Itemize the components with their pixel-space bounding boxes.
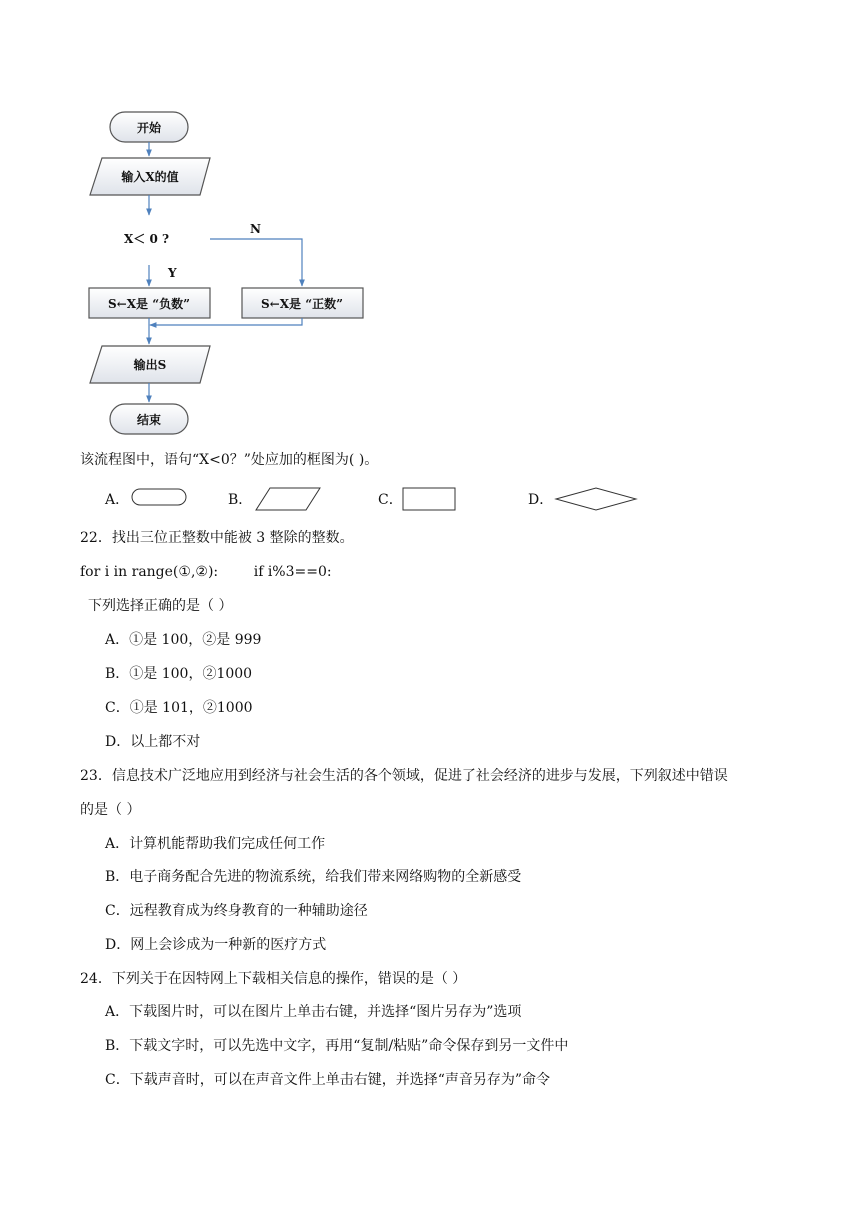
q21-options [105, 483, 665, 513]
no-merge-line [150, 318, 302, 325]
condition-text: X＜ 0 ? [124, 232, 170, 246]
parallelogram-icon [254, 486, 322, 512]
output-text: 输出S [133, 358, 167, 372]
q23-option-d[interactable]: D．网上会诊成为一种新的医疗方式 [105, 937, 327, 953]
q22-option-a[interactable]: A．①是 100，②是 999 [105, 632, 262, 648]
diamond-icon [554, 486, 638, 512]
rounded-rectangle-icon [131, 486, 187, 508]
q21-option-c-label: C． [378, 492, 403, 508]
q23-option-c[interactable]: C．远程教育成为终身教育的一种辅助途径 [105, 903, 368, 919]
q22-option-d[interactable]: D．以上都不对 [105, 734, 201, 750]
q21-stem: 该流程图中，语句“X<0？”处应加的框图为( )。 [80, 452, 379, 468]
q22-stem: 22．找出三位正整数中能被 3 整除的整数。 [80, 530, 354, 546]
q24-stem: 24．下列关于在因特网上下载相关信息的操作，错误的是（ ） [80, 971, 467, 987]
yes-process-text: S←X是 “负数” [107, 297, 191, 311]
flowchart-diagram [80, 100, 380, 445]
q24-option-a[interactable]: A．下载图片时，可以在图片上单击右键，并选择“图片另存为”选项 [105, 1004, 522, 1020]
q22-prompt: 下列选择正确的是（ ） [88, 598, 233, 614]
q24-option-c[interactable]: C．下载声音时，可以在声音文件上单击右键，并选择“声音另存为”命令 [105, 1072, 551, 1088]
q23-stem-line2: 的是（ ） [80, 802, 141, 818]
end-text: 结束 [136, 413, 162, 427]
q21-option-a-label: A． [105, 492, 130, 508]
q23-option-a[interactable]: A．计算机能帮助我们完成任何工作 [105, 836, 326, 852]
no-process-text: S←X是 “正数” [260, 297, 344, 311]
q23-option-b[interactable]: B．电子商务配合先进的物流系统，给我们带来网络购物的全新感受 [105, 869, 522, 885]
q22-option-c[interactable]: C．①是 101，②1000 [105, 700, 253, 716]
q22-code: for i in range(①,②): if i%3==0: [80, 564, 332, 580]
start-text: 开始 [136, 121, 162, 135]
no-branch-line [210, 239, 302, 286]
yes-label: Y [168, 266, 177, 280]
input-text: 输入X的值 [121, 170, 179, 184]
q24-option-b[interactable]: B．下载文字时，可以先选中文字，再用“复制/粘贴”命令保存到另一文件中 [105, 1038, 569, 1054]
no-label: N [250, 222, 261, 236]
q21-option-d-label: D． [528, 492, 554, 508]
q21-option-b-label: B． [228, 492, 253, 508]
q23-stem-line1: 23．信息技术广泛地应用到经济与社会生活的各个领域，促进了社会经济的进步与发展，下列叙述中错误 [80, 768, 728, 784]
q22-option-b[interactable]: B．①是 100，②1000 [105, 666, 253, 682]
rectangle-icon [402, 486, 458, 512]
